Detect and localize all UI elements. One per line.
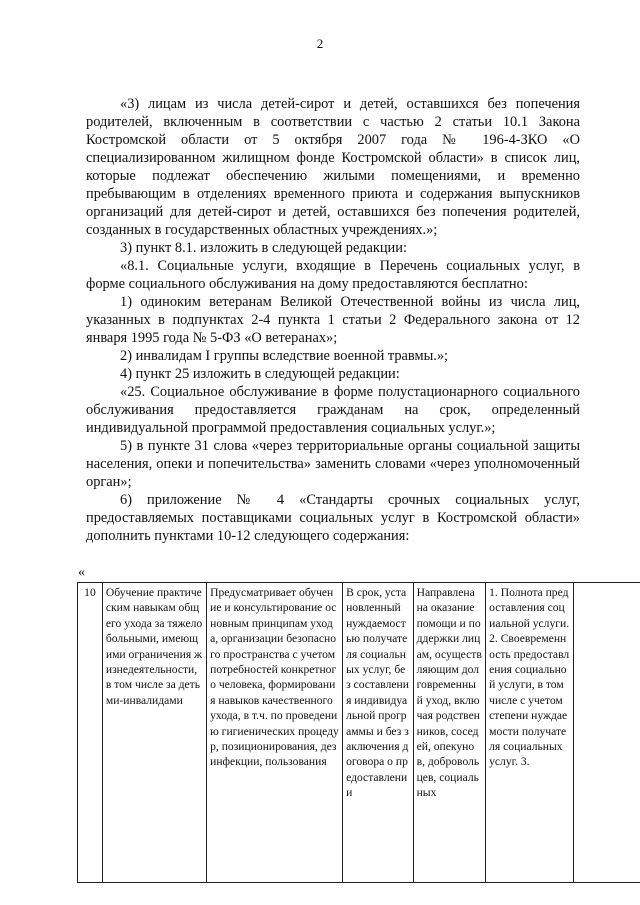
cell-quality: 1. Полнота предоставления социальной услуги. 2. Своевременность предоставления социальной услуги, в том числе с учетом степени нуждаемости получателя социальных услуг. 3. (486, 583, 574, 883)
paragraph: 2) инвалидам I группы вследствие военной травмы.»; (120, 348, 449, 364)
cell-service-name: Обучение практическим навыкам общего ухода за тяжелобольными, имеющими ограничения жизнедеятельности, в том числе за детьми-инвалидами (102, 583, 206, 883)
document-body (86, 95, 580, 545)
paragraph: 6) приложение № 4 «Стандарты срочных социальных услуг, предоставляемых поставщиками социальных услуг в Костромской области» дополнить пунктами 10-12 следующего содержания: (86, 492, 580, 544)
paragraph: «8.1. Социальные услуги, входящие в Перечень социальных услуг, в форме социального обслуживания на дому предоставляются бесплатно: (86, 258, 580, 292)
paragraph: 5) в пункте 31 слова «через территориальные органы социальной защиты населения, опеки и попечительства» заменить словами «через уполномоченный орган»; (86, 438, 580, 490)
standards-table (77, 582, 640, 883)
cell-extra (574, 583, 640, 883)
paragraph: 4) пункт 25 изложить в следующей редакции: (120, 366, 400, 382)
table-row (78, 583, 640, 883)
paragraph: 3) пункт 8.1. изложить в следующей редакции: (120, 240, 407, 256)
cell-recipients: Направлена на оказание помощи и поддержки лицам, осуществляющим долговременный уход, включая родственников, соседей, опекунов, добровольцев, социальных (413, 583, 486, 883)
paragraph: «3) лицам из числа детей-сирот и детей, оставшихся без попечения родителей, включенным в соответствии с частью 2 статьи 10.1 Закона Костромской области от 5 октября 2007 года № 196-4-ЗКО «О специализированном жилищном фонде Костромской области» в список лиц, которые подлежат обеспечению жилыми помещениями, и временно пребывающим в отделениях временного приюта и содержания выпускников организаций для детей-сирот и детей, оставшихся без попечения родителей, созданных в государственных областных учреждениях.»; (86, 96, 580, 238)
opening-quote: « (78, 565, 85, 580)
cell-number: 10 (78, 583, 103, 883)
cell-description: Предусматривает обучение и консультирование основным принципам ухода, организации безопасного пространства с учетом потребностей конкретного человека, формирования навыков качественного ухода, в т.ч. по проведению гигиенических процедур, позиционирования, дезинфекции, пользования (207, 583, 343, 883)
paragraph: 1) одиноким ветеранам Великой Отечественной войны из числа лиц, указанных в подпунктах 2-4 пункта 1 статьи 2 Федерального закона от 12 января 1995 года № 5-ФЗ «О ветеранах»; (86, 294, 580, 346)
paragraph: «25. Социальное обслуживание в форме полустационарного социального обслуживания предоставляется гражданам на срок, определенный индивидуальной программой предоставления социальных услуг.»; (86, 384, 580, 436)
page-number: 2 (316, 36, 324, 51)
cell-term: В срок, установленный нуждаемостью получателя социальных услуг, без составления индивидуальной программы и без заключения договора о предоставлении (343, 583, 414, 883)
